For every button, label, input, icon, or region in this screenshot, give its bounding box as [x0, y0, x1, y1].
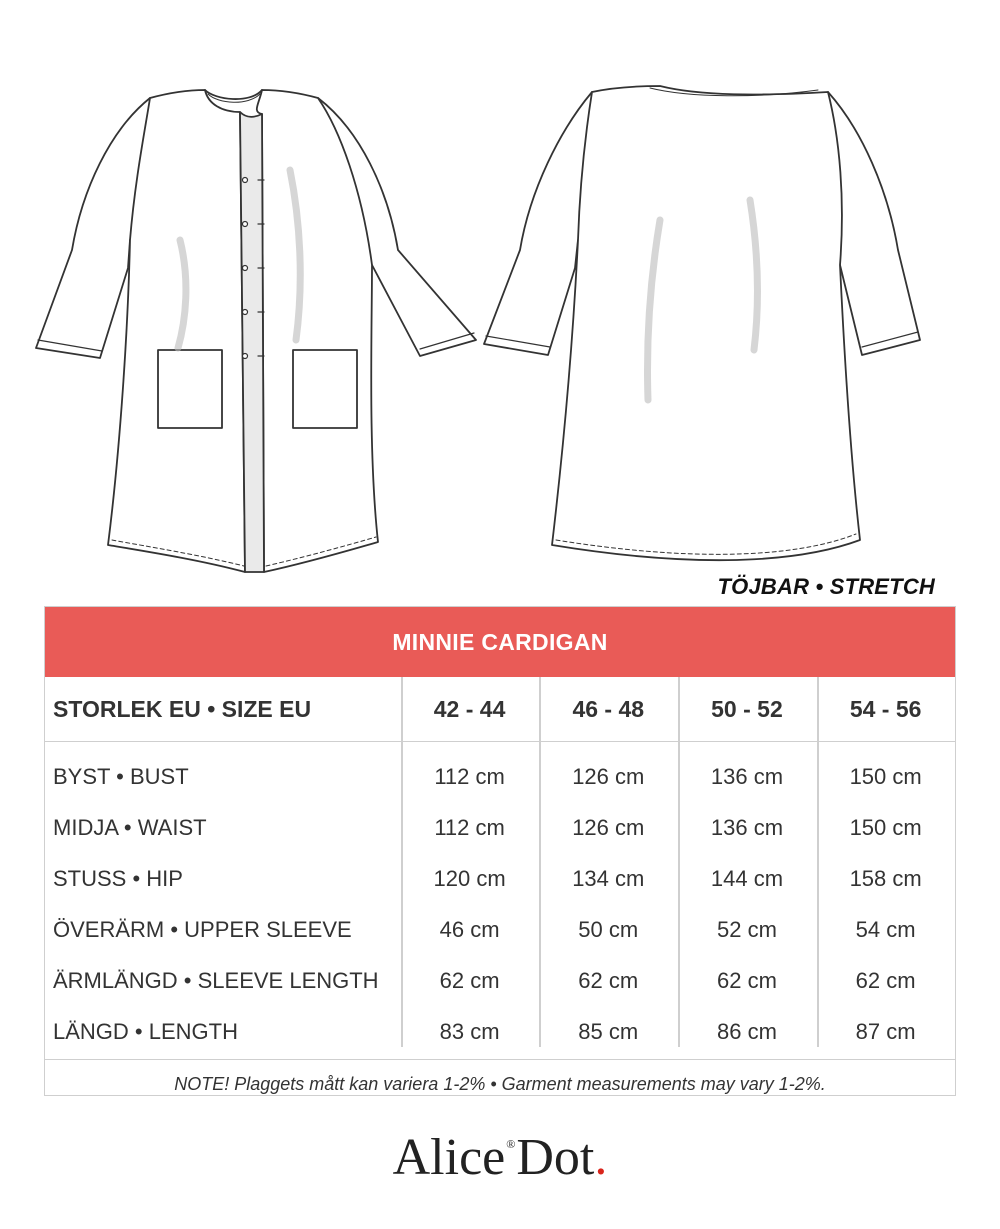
measurement-value: 86 cm — [716, 1018, 777, 1044]
measurement-value: 112 cm — [434, 763, 505, 789]
table-row — [45, 751, 955, 802]
measurement-value: 126 cm — [572, 763, 645, 789]
stretch-label: TÖJBAR • STRETCH — [717, 574, 935, 599]
measurement-label: STUSS • HIP — [53, 865, 183, 891]
logo-dot: . — [594, 1129, 608, 1186]
measurement-value: 150 cm — [849, 763, 922, 789]
measurement-note: NOTE! Plaggets mått kan variera 1-2% • Garment measurements may vary 1-2%. — [174, 1073, 826, 1094]
measurement-value: 126 cm — [572, 814, 645, 840]
measurement-value: 112 cm — [434, 814, 505, 840]
measurement-label: ÖVERÄRM • UPPER SLEEVE — [53, 916, 352, 942]
measurement-label: MIDJA • WAIST — [53, 814, 207, 840]
alicedot-logo — [0, 1128, 1000, 1187]
column-divider — [401, 677, 403, 1047]
table-row — [45, 955, 955, 1006]
registered-mark: ® — [506, 1137, 516, 1151]
size-column-header: 50 - 52 — [711, 695, 783, 722]
measurement-value: 87 cm — [855, 1018, 916, 1044]
size-column-header: 54 - 56 — [849, 695, 922, 722]
column-divider — [539, 677, 541, 1047]
size-chart-table — [44, 606, 956, 1096]
measurement-value: 150 cm — [849, 814, 922, 840]
measurement-value: 62 cm — [716, 967, 777, 993]
measurement-value: 46 cm — [439, 916, 500, 942]
size-header-row — [45, 677, 955, 742]
measurement-value: 85 cm — [578, 1018, 639, 1044]
measurement-value: 144 cm — [710, 865, 784, 891]
size-column-header: 42 - 44 — [433, 695, 506, 722]
measurement-value: 134 cm — [572, 865, 645, 891]
measurement-value: 62 cm — [578, 967, 639, 993]
table-row — [45, 1006, 955, 1057]
size-column-header: 46 - 48 — [572, 695, 645, 722]
measurement-label: ÄRMLÄNGD • SLEEVE LENGTH — [53, 967, 379, 993]
measurement-value: 52 cm — [716, 916, 777, 942]
front-view-drawing — [36, 90, 476, 572]
measurement-value: 158 cm — [849, 865, 922, 891]
measurement-value: 62 cm — [855, 967, 916, 993]
measurement-value: 54 cm — [855, 916, 916, 942]
measurement-value: 120 cm — [433, 865, 506, 891]
column-divider — [817, 677, 819, 1047]
logo-text: Alice — [392, 1129, 506, 1186]
garment-illustration — [0, 60, 1000, 580]
measurement-label: BYST • BUST — [53, 763, 189, 789]
table-row — [45, 853, 955, 904]
measurement-value: 83 cm — [439, 1018, 500, 1044]
size-label: STORLEK EU • SIZE EU — [53, 695, 312, 722]
column-divider — [678, 677, 680, 1047]
measurement-value: 136 cm — [710, 763, 784, 789]
measurement-value: 50 cm — [578, 916, 639, 942]
table-title: MINNIE CARDIGAN — [45, 607, 955, 677]
measurement-rows — [45, 742, 955, 1060]
table-row — [45, 802, 955, 853]
measurement-value: 62 cm — [439, 967, 500, 993]
measurement-label: LÄNGD • LENGTH — [53, 1018, 238, 1044]
measurement-value: 136 cm — [710, 814, 784, 840]
table-row — [45, 904, 955, 955]
logo-text: Dot — [516, 1129, 595, 1186]
back-view-drawing — [484, 86, 920, 560]
